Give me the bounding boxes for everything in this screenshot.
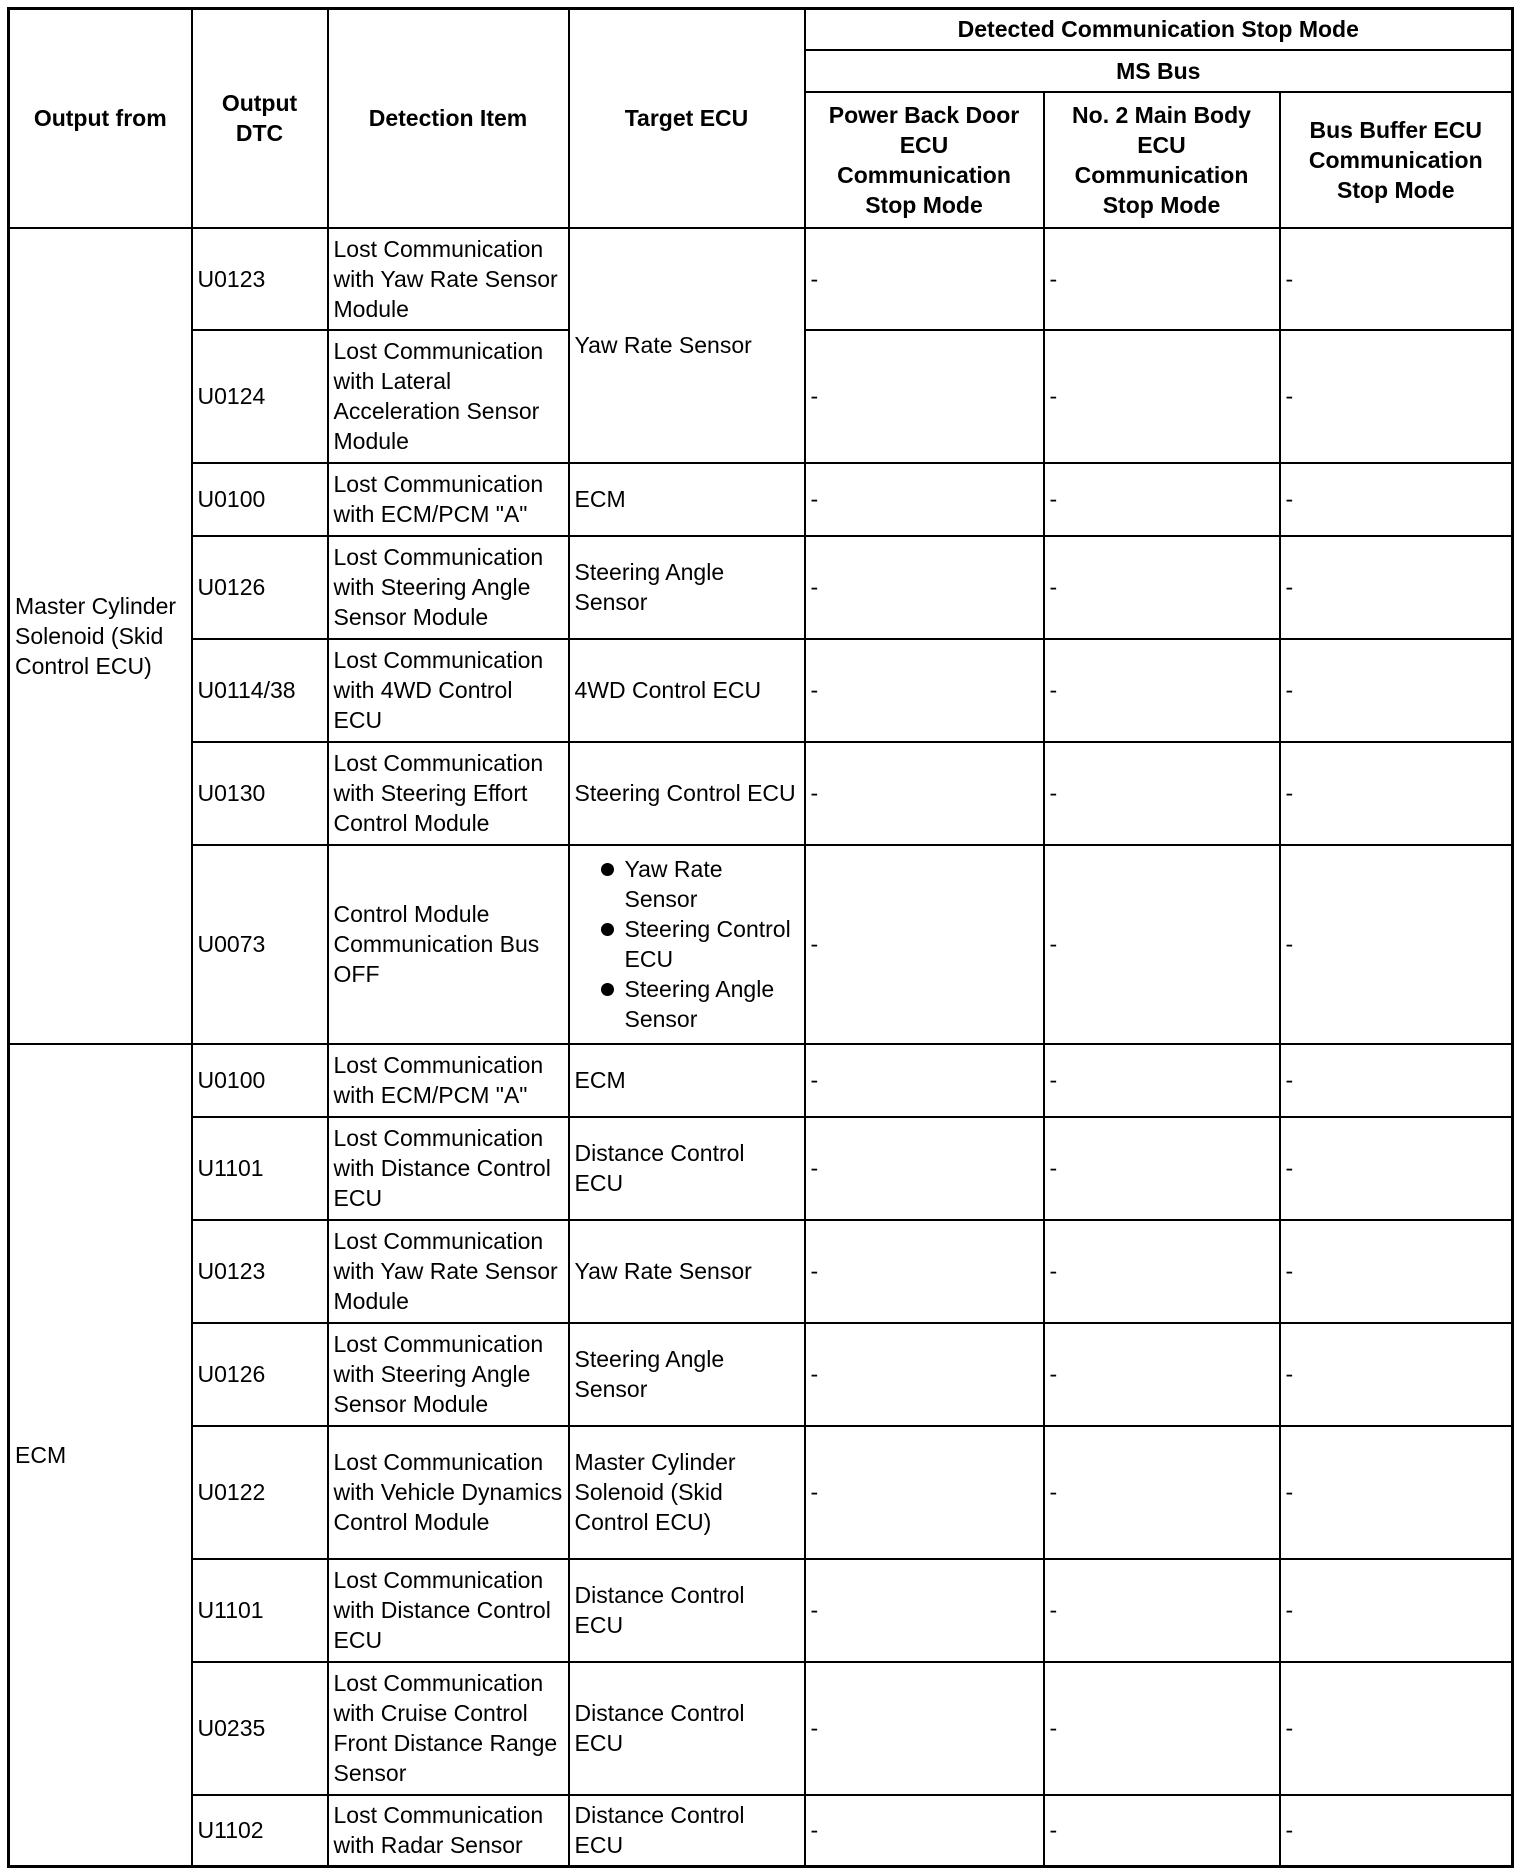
dtc-code: U0100 (192, 463, 328, 536)
table-row (9, 742, 1513, 845)
header-target-ecu: Target ECU (569, 9, 805, 228)
target-ecu: Yaw Rate Sensor (569, 1220, 805, 1323)
power-back-door-value: - (805, 330, 1044, 463)
no2-main-body-value: - (1044, 1795, 1280, 1867)
no2-main-body-value: - (1044, 1426, 1280, 1559)
detection-item: Lost Communication with Yaw Rate Sensor Module (328, 228, 569, 330)
table-row (9, 845, 1513, 1044)
target-ecu: ECM (569, 1044, 805, 1117)
bus-buffer-value: - (1280, 845, 1513, 1044)
power-back-door-value: - (805, 742, 1044, 845)
dtc-code: U0073 (192, 845, 328, 1044)
table-body (9, 228, 1513, 1867)
header-bus-buffer: Bus Buffer ECU Communication Stop Mode (1280, 92, 1513, 228)
header-power-back-door: Power Back Door ECU Communication Stop Mode (805, 92, 1044, 228)
target-ecu: Steering Control ECU (569, 742, 805, 845)
table-header (9, 9, 1513, 228)
dtc-code: U0126 (192, 1323, 328, 1426)
power-back-door-value: - (805, 1323, 1044, 1426)
table-row (9, 1662, 1513, 1795)
no2-main-body-value: - (1044, 1559, 1280, 1662)
no2-main-body-value: - (1044, 1323, 1280, 1426)
detection-item: Lost Communication with Steering Angle Sensor Module (328, 1323, 569, 1426)
target-ecu: Master Cylinder Solenoid (Skid Control ECU) (569, 1426, 805, 1559)
detection-item: Lost Communication with Lateral Acceleration Sensor Module (328, 330, 569, 463)
dtc-code: U1102 (192, 1795, 328, 1867)
bus-buffer-value: - (1280, 1117, 1513, 1220)
header-output-from: Output from (9, 9, 192, 228)
header-output-dtc: Output DTC (192, 9, 328, 228)
power-back-door-value: - (805, 1426, 1044, 1559)
bullet-item: Steering Control ECU (597, 914, 799, 974)
target-ecu: Distance Control ECU (569, 1117, 805, 1220)
table-row (9, 1559, 1513, 1662)
power-back-door-value: - (805, 1662, 1044, 1795)
detection-item: Lost Communication with Yaw Rate Sensor Module (328, 1220, 569, 1323)
target-ecu: ECM (569, 463, 805, 536)
detection-item: Lost Communication with Distance Control ECU (328, 1559, 569, 1662)
bus-buffer-value: - (1280, 228, 1513, 330)
detection-item: Lost Communication with 4WD Control ECU (328, 639, 569, 742)
dtc-table (7, 7, 1514, 1868)
dtc-code: U0235 (192, 1662, 328, 1795)
bus-buffer-value: - (1280, 330, 1513, 463)
power-back-door-value: - (805, 1117, 1044, 1220)
detection-item: Lost Communication with ECM/PCM "A" (328, 463, 569, 536)
bus-buffer-value: - (1280, 639, 1513, 742)
table-row (9, 1117, 1513, 1220)
no2-main-body-value: - (1044, 536, 1280, 639)
bullet-item: Steering Angle Sensor (597, 974, 799, 1034)
dtc-code: U0114/38 (192, 639, 328, 742)
dtc-code: U0100 (192, 1044, 328, 1117)
dtc-code: U1101 (192, 1559, 328, 1662)
dtc-code: U0123 (192, 1220, 328, 1323)
table-row (9, 1795, 1513, 1867)
no2-main-body-value: - (1044, 639, 1280, 742)
detection-item: Lost Communication with ECM/PCM "A" (328, 1044, 569, 1117)
bus-buffer-value: - (1280, 1662, 1513, 1795)
table-row (9, 1220, 1513, 1323)
no2-main-body-value: - (1044, 228, 1280, 330)
bus-buffer-value: - (1280, 1795, 1513, 1867)
target-ecu: Distance Control ECU (569, 1559, 805, 1662)
detection-item: Lost Communication with Steering Effort Control Module (328, 742, 569, 845)
detection-item: Lost Communication with Cruise Control Front Distance Range Sensor (328, 1662, 569, 1795)
no2-main-body-value: - (1044, 1117, 1280, 1220)
detection-item: Lost Communication with Steering Angle Sensor Module (328, 536, 569, 639)
dtc-code: U0123 (192, 228, 328, 330)
bus-buffer-value: - (1280, 536, 1513, 639)
dtc-code: U0122 (192, 1426, 328, 1559)
power-back-door-value: - (805, 463, 1044, 536)
target-ecu: Distance Control ECU (569, 1795, 805, 1867)
bus-buffer-value: - (1280, 1426, 1513, 1559)
power-back-door-value: - (805, 639, 1044, 742)
table-row (9, 639, 1513, 742)
power-back-door-value: - (805, 845, 1044, 1044)
target-ecu-list (569, 845, 805, 1044)
group-ecm: ECM (9, 1044, 192, 1867)
target-ecu: Steering Angle Sensor (569, 1323, 805, 1426)
power-back-door-value: - (805, 536, 1044, 639)
dtc-code: U0124 (192, 330, 328, 463)
target-ecu: 4WD Control ECU (569, 639, 805, 742)
bus-buffer-value: - (1280, 742, 1513, 845)
no2-main-body-value: - (1044, 1662, 1280, 1795)
table-row (9, 463, 1513, 536)
detection-item: Control Module Communication Bus OFF (328, 845, 569, 1044)
no2-main-body-value: - (1044, 742, 1280, 845)
power-back-door-value: - (805, 228, 1044, 330)
target-ecu: Steering Angle Sensor (569, 536, 805, 639)
dtc-code: U0126 (192, 536, 328, 639)
header-ms-bus: MS Bus (805, 50, 1513, 92)
detection-item: Lost Communication with Distance Control ECU (328, 1117, 569, 1220)
header-no2-main-body: No. 2 Main Body ECU Communication Stop Mode (1044, 92, 1280, 228)
dtc-code: U1101 (192, 1117, 328, 1220)
no2-main-body-value: - (1044, 1220, 1280, 1323)
detection-item: Lost Communication with Radar Sensor (328, 1795, 569, 1867)
table-row (9, 536, 1513, 639)
power-back-door-value: - (805, 1220, 1044, 1323)
bus-buffer-value: - (1280, 1559, 1513, 1662)
target-ecu: Distance Control ECU (569, 1662, 805, 1795)
dtc-code: U0130 (192, 742, 328, 845)
table-row (9, 1426, 1513, 1559)
header-detection-item: Detection Item (328, 9, 569, 228)
bus-buffer-value: - (1280, 1220, 1513, 1323)
no2-main-body-value: - (1044, 463, 1280, 536)
table-row (9, 228, 1513, 330)
bus-buffer-value: - (1280, 1323, 1513, 1426)
target-ecu: Yaw Rate Sensor (569, 228, 805, 463)
target-ecu-bullets (575, 854, 799, 1034)
table-row (9, 1323, 1513, 1426)
power-back-door-value: - (805, 1044, 1044, 1117)
bus-buffer-value: - (1280, 463, 1513, 536)
header-detected-mode: Detected Communication Stop Mode (805, 9, 1513, 50)
no2-main-body-value: - (1044, 845, 1280, 1044)
no2-main-body-value: - (1044, 330, 1280, 463)
power-back-door-value: - (805, 1559, 1044, 1662)
detection-item: Lost Communication with Vehicle Dynamics Control Module (328, 1426, 569, 1559)
bullet-item: Yaw Rate Sensor (597, 854, 799, 914)
power-back-door-value: - (805, 1795, 1044, 1867)
no2-main-body-value: - (1044, 1044, 1280, 1117)
table-row (9, 1044, 1513, 1117)
group-master-cylinder: Master Cylinder Solenoid (Skid Control ECU) (9, 228, 192, 1044)
bus-buffer-value: - (1280, 1044, 1513, 1117)
